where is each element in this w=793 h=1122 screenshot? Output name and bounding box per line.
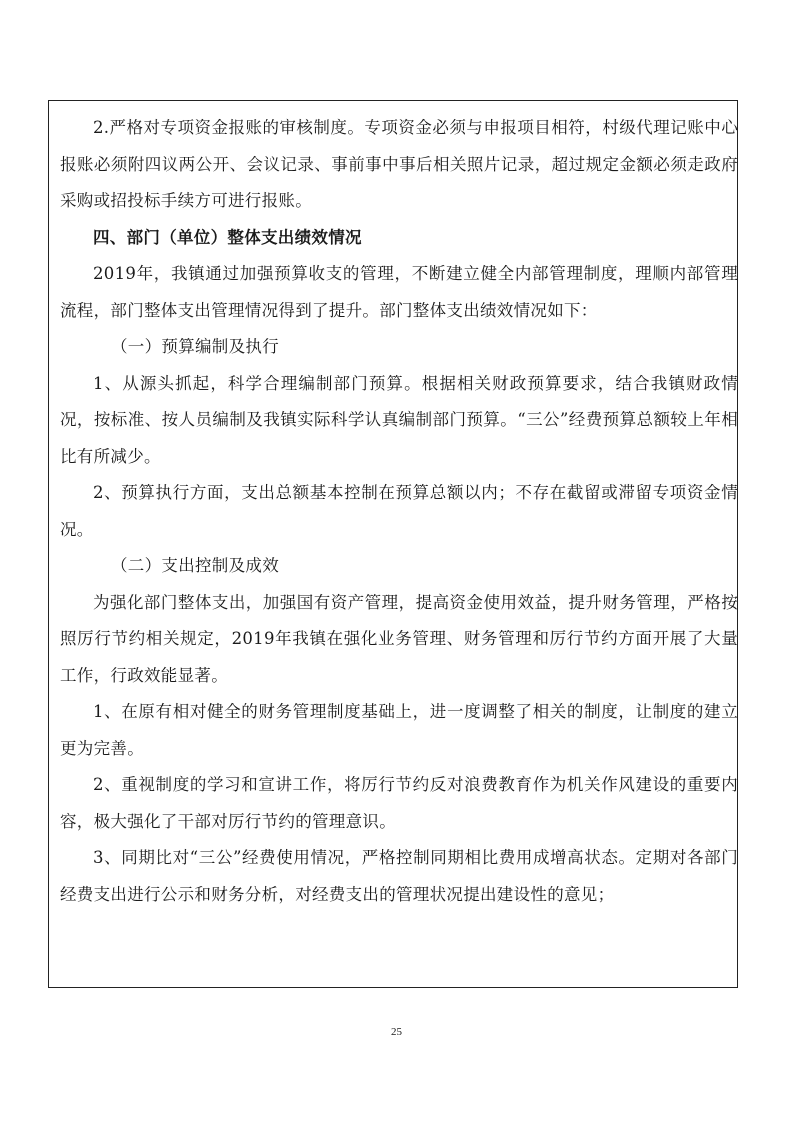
section-heading-performance: 四、部门（单位）整体支出绩效情况 <box>93 227 362 247</box>
document-body <box>60 110 738 913</box>
paragraph-control-item-1: 1、在原有相对健全的财务管理制度基础上，进一度调整了相关的制度，让制度的建立更为完善。 <box>60 702 738 758</box>
paragraph-budget-item-2: 2、预算执行方面，支出总额基本控制在预算总额以内；不存在截留或滞留专项资金情况。 <box>60 483 738 539</box>
paragraph-reimbursement-review: 2.严格对专项资金报账的审核制度。专项资金必须与申报项目相符，村级代理记账中心报账必须附四议两公开、会议记录、事前事中事后相关照片记录，超过规定金额必须走政府采购或招投标手续方可进行报账。 <box>60 118 738 210</box>
paragraph-budget-item-1: 1、从源头抓起，科学合理编制部门预算。根据相关财政预算要求，结合我镇财政情况，按标准、按人员编制及我镇实际科学认真编制部门预算。“三公”经费预算总额较上年相比有所减少。 <box>60 373 738 466</box>
subheading-budget-execution: （一）预算编制及执行 <box>111 337 279 356</box>
paragraph-control-item-2: 2、重视制度的学习和宣讲工作，将厉行节约反对浪费教育作为机关作风建设的重要内容，极大强化了干部对厉行节约的管理意识。 <box>60 775 738 831</box>
page-number: 25 <box>391 1026 402 1038</box>
subheading-expenditure-control: （二）支出控制及成效 <box>111 556 279 575</box>
paragraph-intro: 2019年，我镇通过加强预算收支的管理，不断建立健全内部管理制度，理顺内部管理流程，部门整体支出管理情况得到了提升。部门整体支出绩效情况如下： <box>60 264 738 320</box>
paragraph-control-item-3: 3、同期比对“三公”经费使用情况，严格控制同期相比费用成增高状态。定期对各部门经费支出进行公示和财务分析，对经费支出的管理状况提出建设性的意见； <box>60 848 738 904</box>
paragraph-control-intro: 为强化部门整体支出，加强国有资产管理，提高资金使用效益，提升财务管理，严格按照厉行节约相关规定，2019年我镇在强化业务管理、财务管理和厉行节约方面开展了大量工作，行政效能显著。 <box>60 592 738 685</box>
